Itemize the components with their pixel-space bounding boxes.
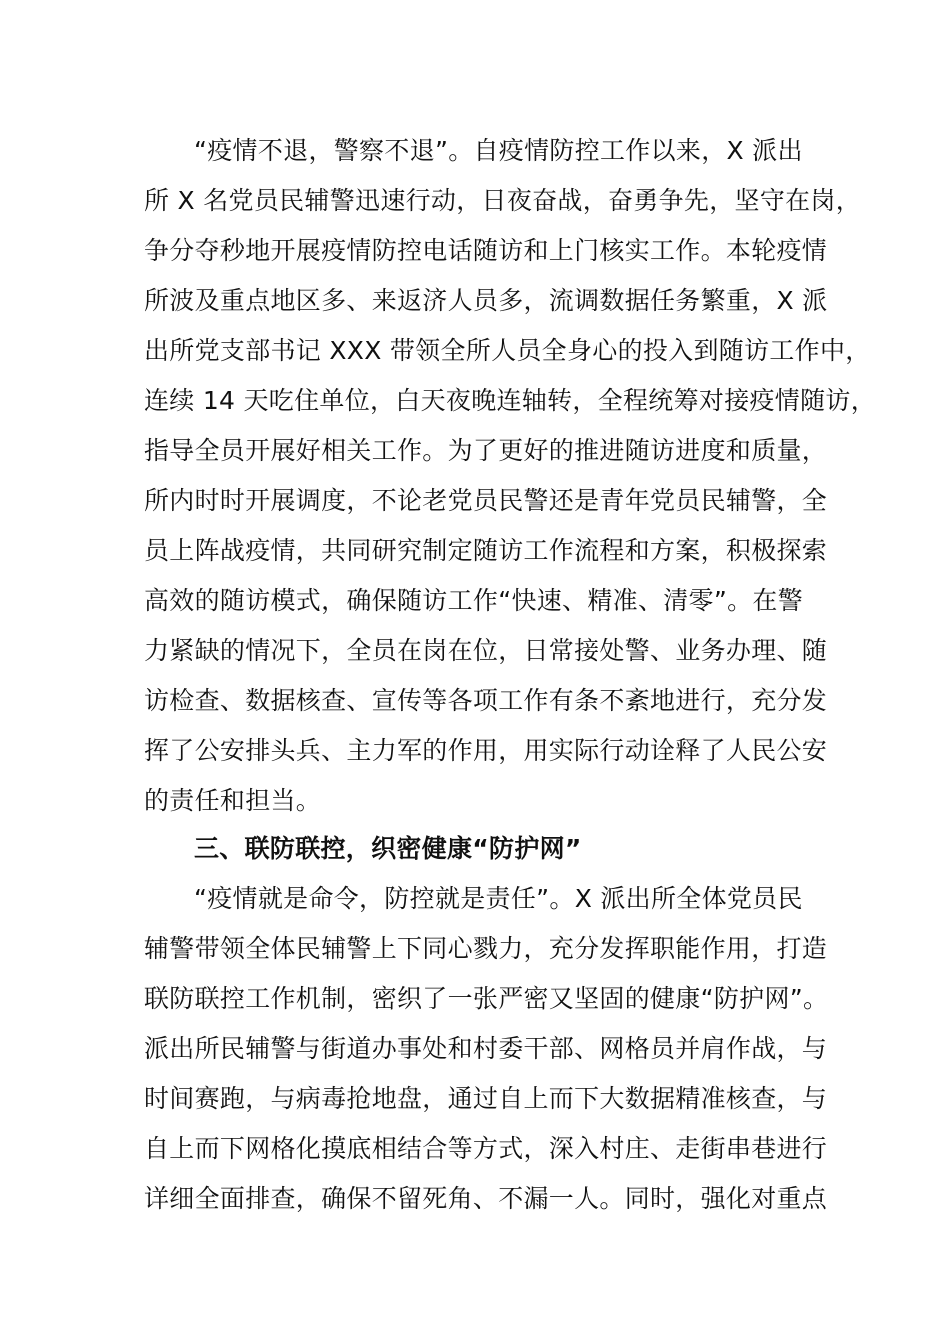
paragraph-1-line: 连续 14 天吃住单位，白天夜晚连轴转，全程统筹对接疫情随访， <box>144 386 877 415</box>
paragraph-2-line: 辅警带领全体民辅警上下同心戮力，充分发挥职能作用，打造 <box>144 934 828 963</box>
paragraph-2-line: “疫情就是命令，防控就是责任”。X 派出所全体党员民 <box>194 884 803 913</box>
paragraph-1-line: 所 X 名党员民辅警迅速行动，日夜奋战，奋勇争先，坚守在岗， <box>144 186 862 215</box>
paragraph-1-line: 的责任和担当。 <box>144 786 322 815</box>
paragraph-1-line: 高效的随访模式，确保随访工作“快速、精准、清零”。在警 <box>144 586 804 615</box>
paragraph-1-line: 所波及重点地区多、来返济人员多，流调数据任务繁重，X 派 <box>144 286 828 315</box>
paragraph-1-line: 力紧缺的情况下，全员在岗在位，日常接处警、业务办理、随 <box>144 636 828 665</box>
paragraph-1-line: 指导全员开展好相关工作。为了更好的推进随访进度和质量， <box>144 436 828 465</box>
paragraph-2-line: 派出所民辅警与街道办事处和村委干部、网格员并肩作战，与 <box>144 1034 828 1063</box>
paragraph-1-line: 员上阵战疫情，共同研究制定随访工作流程和方案，积极探索 <box>144 536 828 565</box>
section-heading: 三、联防联控，织密健康“防护网” <box>194 834 582 863</box>
paragraph-2-line: 联防联控工作机制，密织了一张严密又坚固的健康“防护网”。 <box>144 984 829 1013</box>
paragraph-1-line: 争分夺秒地开展疫情防控电话随访和上门核实工作。本轮疫情 <box>144 236 828 265</box>
paragraph-1-line: 访检查、数据核查、宣传等各项工作有条不紊地进行，充分发 <box>144 686 828 715</box>
paragraph-1-line: 所内时时开展调度，不论老党员民警还是青年党员民辅警，全 <box>144 486 828 515</box>
paragraph-1-line: 挥了公安排头兵、主力军的作用，用实际行动诠释了人民公安 <box>144 736 828 765</box>
paragraph-2-line: 自上而下网格化摸底相结合等方式，深入村庄、走街串巷进行 <box>144 1134 828 1163</box>
paragraph-1-line: 出所党支部书记 XXX 带领全所人员全身心的投入到随访工作中， <box>144 336 871 365</box>
paragraph-2-line: 时间赛跑，与病毒抢地盘，通过自上而下大数据精准核查，与 <box>144 1084 828 1113</box>
paragraph-2-line: 详细全面排查，确保不留死角、不漏一人。同时，强化对重点 <box>144 1184 828 1213</box>
paragraph-1-line: “疫情不退，警察不退”。自疫情防控工作以来，X 派出 <box>194 136 803 165</box>
